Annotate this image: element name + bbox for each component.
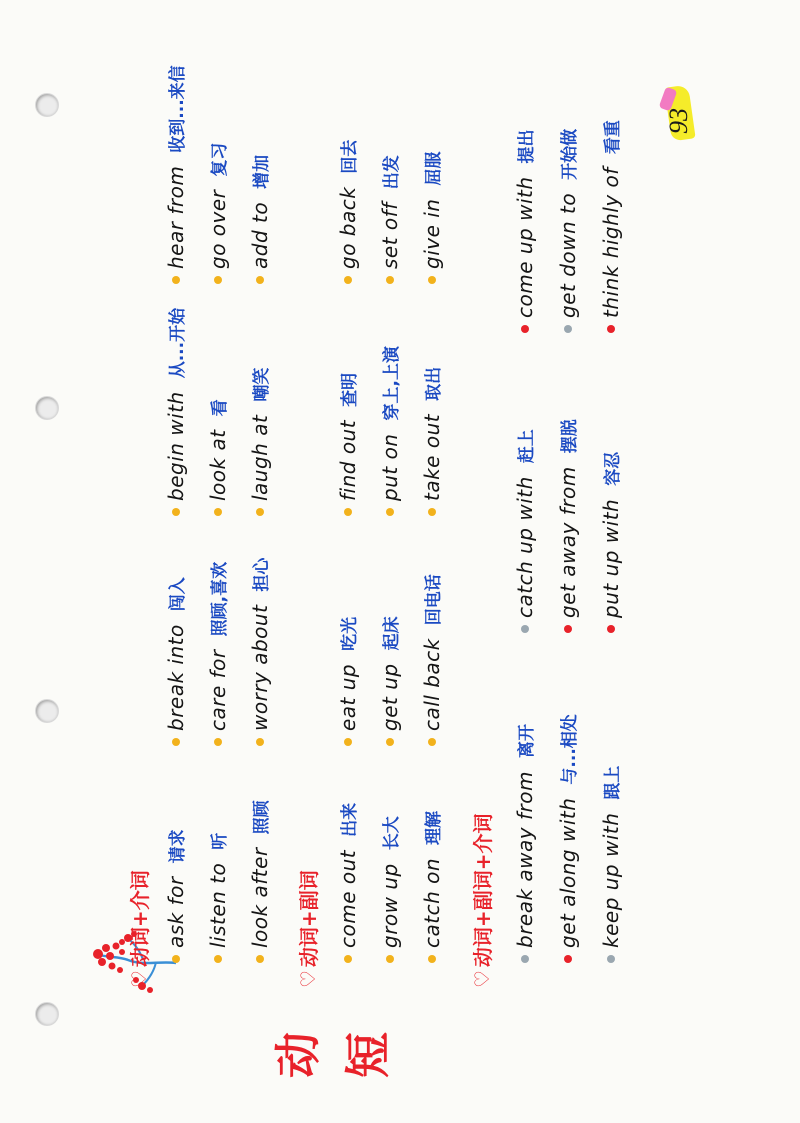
phrase-row — [377, 155, 402, 963]
phrase-item — [205, 284, 230, 516]
bullet-dot — [256, 276, 264, 284]
phrase-chinese: 与...相处 — [560, 714, 580, 785]
bullet-dot — [428, 955, 436, 963]
page-title-char-1: 动 — [271, 1032, 325, 1078]
phrase-row — [555, 129, 580, 963]
bullet-dot — [214, 508, 222, 516]
page-number — [662, 78, 696, 148]
phrase-item — [247, 155, 272, 284]
phrase-item — [205, 516, 230, 746]
phrase-english: go over — [205, 189, 230, 269]
bullet-dot — [214, 955, 222, 963]
section-heading — [124, 870, 153, 988]
phrase-english: look after — [247, 847, 272, 948]
bullet-dot — [386, 276, 394, 284]
bullet-dot — [564, 955, 572, 963]
phrase-chinese: 嘲笑 — [252, 367, 272, 402]
phrase-chinese: 复习 — [210, 142, 230, 177]
phrase-chinese: 收到...来信 — [168, 65, 188, 153]
phrase-english: put up with — [598, 498, 623, 618]
phrase-chinese: 理解 — [424, 810, 444, 845]
bullet-dot — [428, 508, 436, 516]
phrase-item — [377, 284, 402, 516]
heart-icon: ♡ — [295, 970, 320, 988]
bullet-dot — [172, 276, 180, 284]
phrase-english: care for — [205, 649, 230, 731]
phrase-english: add to — [247, 201, 272, 269]
phrase-english: get down to — [555, 192, 580, 318]
phrase-english: put on — [377, 433, 402, 501]
phrase-item — [512, 129, 537, 333]
phrase-item — [377, 155, 402, 284]
bullet-dot — [386, 738, 394, 746]
phrase-chinese: 起床 — [382, 616, 402, 651]
phrase-item — [598, 633, 623, 963]
phrase-english: think highly of — [598, 167, 623, 318]
phrase-item — [335, 746, 360, 963]
bullet-dot — [607, 955, 615, 963]
phrase-english: find out — [335, 419, 360, 501]
phrase-english: come up with — [512, 176, 537, 318]
phrase-chinese: 查明 — [340, 372, 360, 407]
bullet-dot — [214, 738, 222, 746]
phrase-item — [419, 516, 444, 746]
phrase-english: come out — [335, 849, 360, 948]
bullet-dot — [172, 955, 180, 963]
bullet-dot — [344, 508, 352, 516]
phrase-item — [419, 152, 444, 284]
phrase-english: get up — [377, 663, 402, 731]
phrase-item — [555, 633, 580, 963]
heart-icon: ♡ — [126, 970, 151, 988]
section-heading-text: 动词+副词 — [297, 870, 321, 968]
phrase-row — [205, 143, 230, 963]
phrase-english: look at — [205, 429, 230, 501]
bullet-dot — [521, 625, 529, 633]
phrase-chinese: 取出 — [424, 366, 444, 401]
phrase-item — [377, 516, 402, 746]
page-number-text: 93 — [664, 108, 693, 134]
bullet-dot — [256, 508, 264, 516]
bullet-dot — [521, 955, 529, 963]
phrase-english: set off — [377, 202, 402, 269]
phrase-chinese: 屈服 — [424, 151, 444, 186]
bullet-dot — [564, 625, 572, 633]
phrase-chinese: 容忍 — [603, 451, 623, 486]
phrase-row — [512, 129, 537, 963]
phrase-chinese: 赶上 — [517, 429, 537, 464]
phrase-chinese: 回电话 — [424, 574, 444, 626]
phrase-chinese: 增加 — [252, 154, 272, 189]
phrase-item — [247, 746, 272, 963]
phrase-english: call back — [419, 638, 444, 731]
phrase-chinese: 照顾,喜欢 — [210, 561, 230, 637]
phrase-chinese: 长大 — [382, 816, 402, 851]
phrase-chinese: 担心 — [252, 557, 272, 592]
bullet-dot — [256, 955, 264, 963]
phrase-item — [512, 333, 537, 633]
phrase-item — [419, 746, 444, 963]
bullet-dot — [172, 738, 180, 746]
phrase-row — [598, 120, 623, 963]
phrase-english: break into — [163, 624, 188, 731]
phrase-english: go back — [335, 186, 360, 269]
phrase-chinese: 看重 — [603, 120, 623, 155]
bullet-dot — [428, 738, 436, 746]
phrase-chinese: 请求 — [168, 829, 188, 864]
phrase-english: laugh at — [247, 414, 272, 501]
phrase-english: keep up with — [598, 812, 623, 948]
section-heading — [467, 814, 496, 988]
phrase-item — [163, 516, 188, 746]
bullet-dot — [344, 955, 352, 963]
phrase-english: hear from — [163, 165, 188, 269]
phrase-chinese: 照顾 — [252, 800, 272, 835]
bullet-dot — [344, 276, 352, 284]
phrase-chinese: 看 — [210, 399, 230, 417]
phrase-english: listen to — [205, 862, 230, 948]
bullet-dot — [521, 325, 529, 333]
phrase-item — [335, 140, 360, 284]
phrase-item — [335, 516, 360, 746]
phrase-english: eat up — [335, 663, 360, 731]
phrase-item — [377, 746, 402, 963]
phrase-chinese: 从...开始 — [168, 307, 188, 379]
phrase-item — [555, 333, 580, 633]
phrase-english: ask for — [163, 876, 188, 948]
phrase-chinese: 出来 — [340, 802, 360, 837]
phrase-english: break away from — [512, 771, 537, 948]
phrase-row — [335, 140, 360, 963]
phrase-english: get along with — [555, 797, 580, 948]
phrase-chinese: 出发 — [382, 155, 402, 190]
phrase-chinese: 吃光 — [340, 616, 360, 651]
bullet-dot — [564, 325, 572, 333]
bullet-dot — [607, 625, 615, 633]
phrase-row — [163, 65, 188, 963]
phrase-item — [205, 746, 230, 963]
bullet-dot — [607, 325, 615, 333]
bullet-dot — [172, 508, 180, 516]
bullet-dot — [344, 738, 352, 746]
phrase-english: worry about — [247, 604, 272, 731]
phrase-english: catch up with — [512, 476, 537, 618]
phrase-item — [512, 633, 537, 963]
phrase-item — [163, 284, 188, 516]
phrase-item — [419, 284, 444, 516]
bullet-dot — [386, 508, 394, 516]
phrase-chinese: 听 — [210, 832, 230, 850]
phrase-english: begin with — [163, 391, 188, 501]
phrase-chinese: 闯入 — [168, 577, 188, 612]
phrase-english: get away from — [555, 466, 580, 618]
phrase-chinese: 提出 — [517, 129, 537, 164]
phrase-item — [163, 65, 188, 284]
phrase-item — [598, 333, 623, 633]
phrase-item — [335, 284, 360, 516]
heart-icon: ♡ — [469, 970, 494, 988]
phrase-item — [598, 120, 623, 333]
section-heading — [293, 870, 322, 988]
bullet-dot — [214, 276, 222, 284]
phrase-item — [247, 516, 272, 746]
section-heading-text: 动词+介词 — [128, 870, 152, 968]
phrase-chinese: 穿上,上演 — [382, 346, 402, 421]
phrase-item — [205, 143, 230, 284]
bullet-dot — [428, 276, 436, 284]
phrase-row — [419, 152, 444, 963]
phrase-row — [247, 155, 272, 963]
phrase-chinese: 离开 — [517, 724, 537, 759]
phrase-item — [555, 129, 580, 333]
phrase-english: give in — [419, 198, 444, 269]
phrase-item — [163, 746, 188, 963]
phrase-english: catch on — [419, 857, 444, 948]
bullet-dot — [256, 738, 264, 746]
phrase-item — [247, 284, 272, 516]
phrase-english: grow up — [377, 863, 402, 948]
bullet-dot — [386, 955, 394, 963]
phrase-chinese: 回去 — [340, 139, 360, 174]
phrase-chinese: 摆脱 — [560, 419, 580, 454]
phrase-chinese: 跟上 — [603, 765, 623, 800]
section-heading-text: 动词+副词+介词 — [471, 813, 495, 968]
phrase-english: take out — [419, 413, 444, 501]
phrase-chinese: 开始做 — [560, 128, 580, 180]
page-title-char-2: 短 — [341, 1032, 395, 1078]
